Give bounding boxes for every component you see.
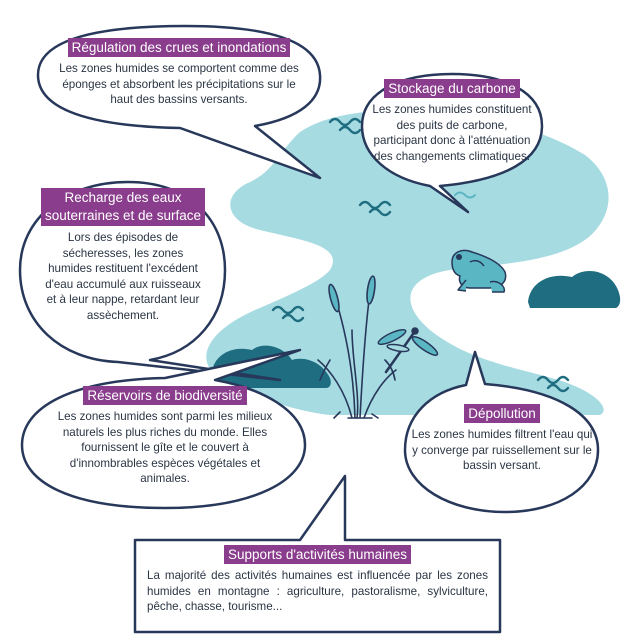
bubble-recharge	[28, 188, 218, 323]
bubble-carbone	[370, 79, 534, 164]
bubble-body: La majorité des activités humaines est influencée par les zones humides en montagne : agriculture, pastoralisme, sylviculture, pêche, chasse, tourisme...	[147, 569, 488, 613]
bubble-title: Supports d'activités humaines	[224, 545, 411, 564]
bubble-biodiversite	[52, 386, 278, 487]
bubble-body: Lors des épisodes de sécheresses, les zones humides restituent l'excédent d'eau accumulé aux ruisseaux et à leur nappe, retardant leur assèchement.	[45, 231, 201, 322]
bubble-body: Les zones humides sont parmi les milieux naturels les plus riches du monde. Elles fournissent le gîte et le couvert à d'innombrables espèces végétales et animales.	[57, 410, 273, 485]
bubble-regulation	[44, 38, 314, 108]
bubble-title-line2: souterraines et de surface	[44, 208, 202, 223]
bubble-title: Dépollution	[464, 404, 540, 423]
bubble-title-line1: Recharge des eaux	[64, 190, 182, 205]
stone-icon	[528, 271, 620, 308]
bubble-body: Les zones humides filtrent l'eau qui y converge par ruissellement sur le bassin versant.	[411, 428, 593, 472]
bubble-depollution	[410, 404, 594, 474]
bubble-title: Stockage du carbone	[384, 79, 520, 98]
bubble-body: Les zones humides se comportent comme des éponges et absorbent les précipitations sur le haut des bassins versants.	[59, 62, 299, 106]
bubble-body: Les zones humides constituent des puits de carbone, participant donc à l'atténuation des changements climatiques.	[372, 103, 532, 163]
bubble-activites	[147, 545, 488, 615]
bubble-title: Réservoirs de biodiversité	[83, 386, 246, 405]
bubble-title: Régulation des crues et inondations	[68, 38, 291, 57]
bubble-title	[41, 188, 205, 226]
